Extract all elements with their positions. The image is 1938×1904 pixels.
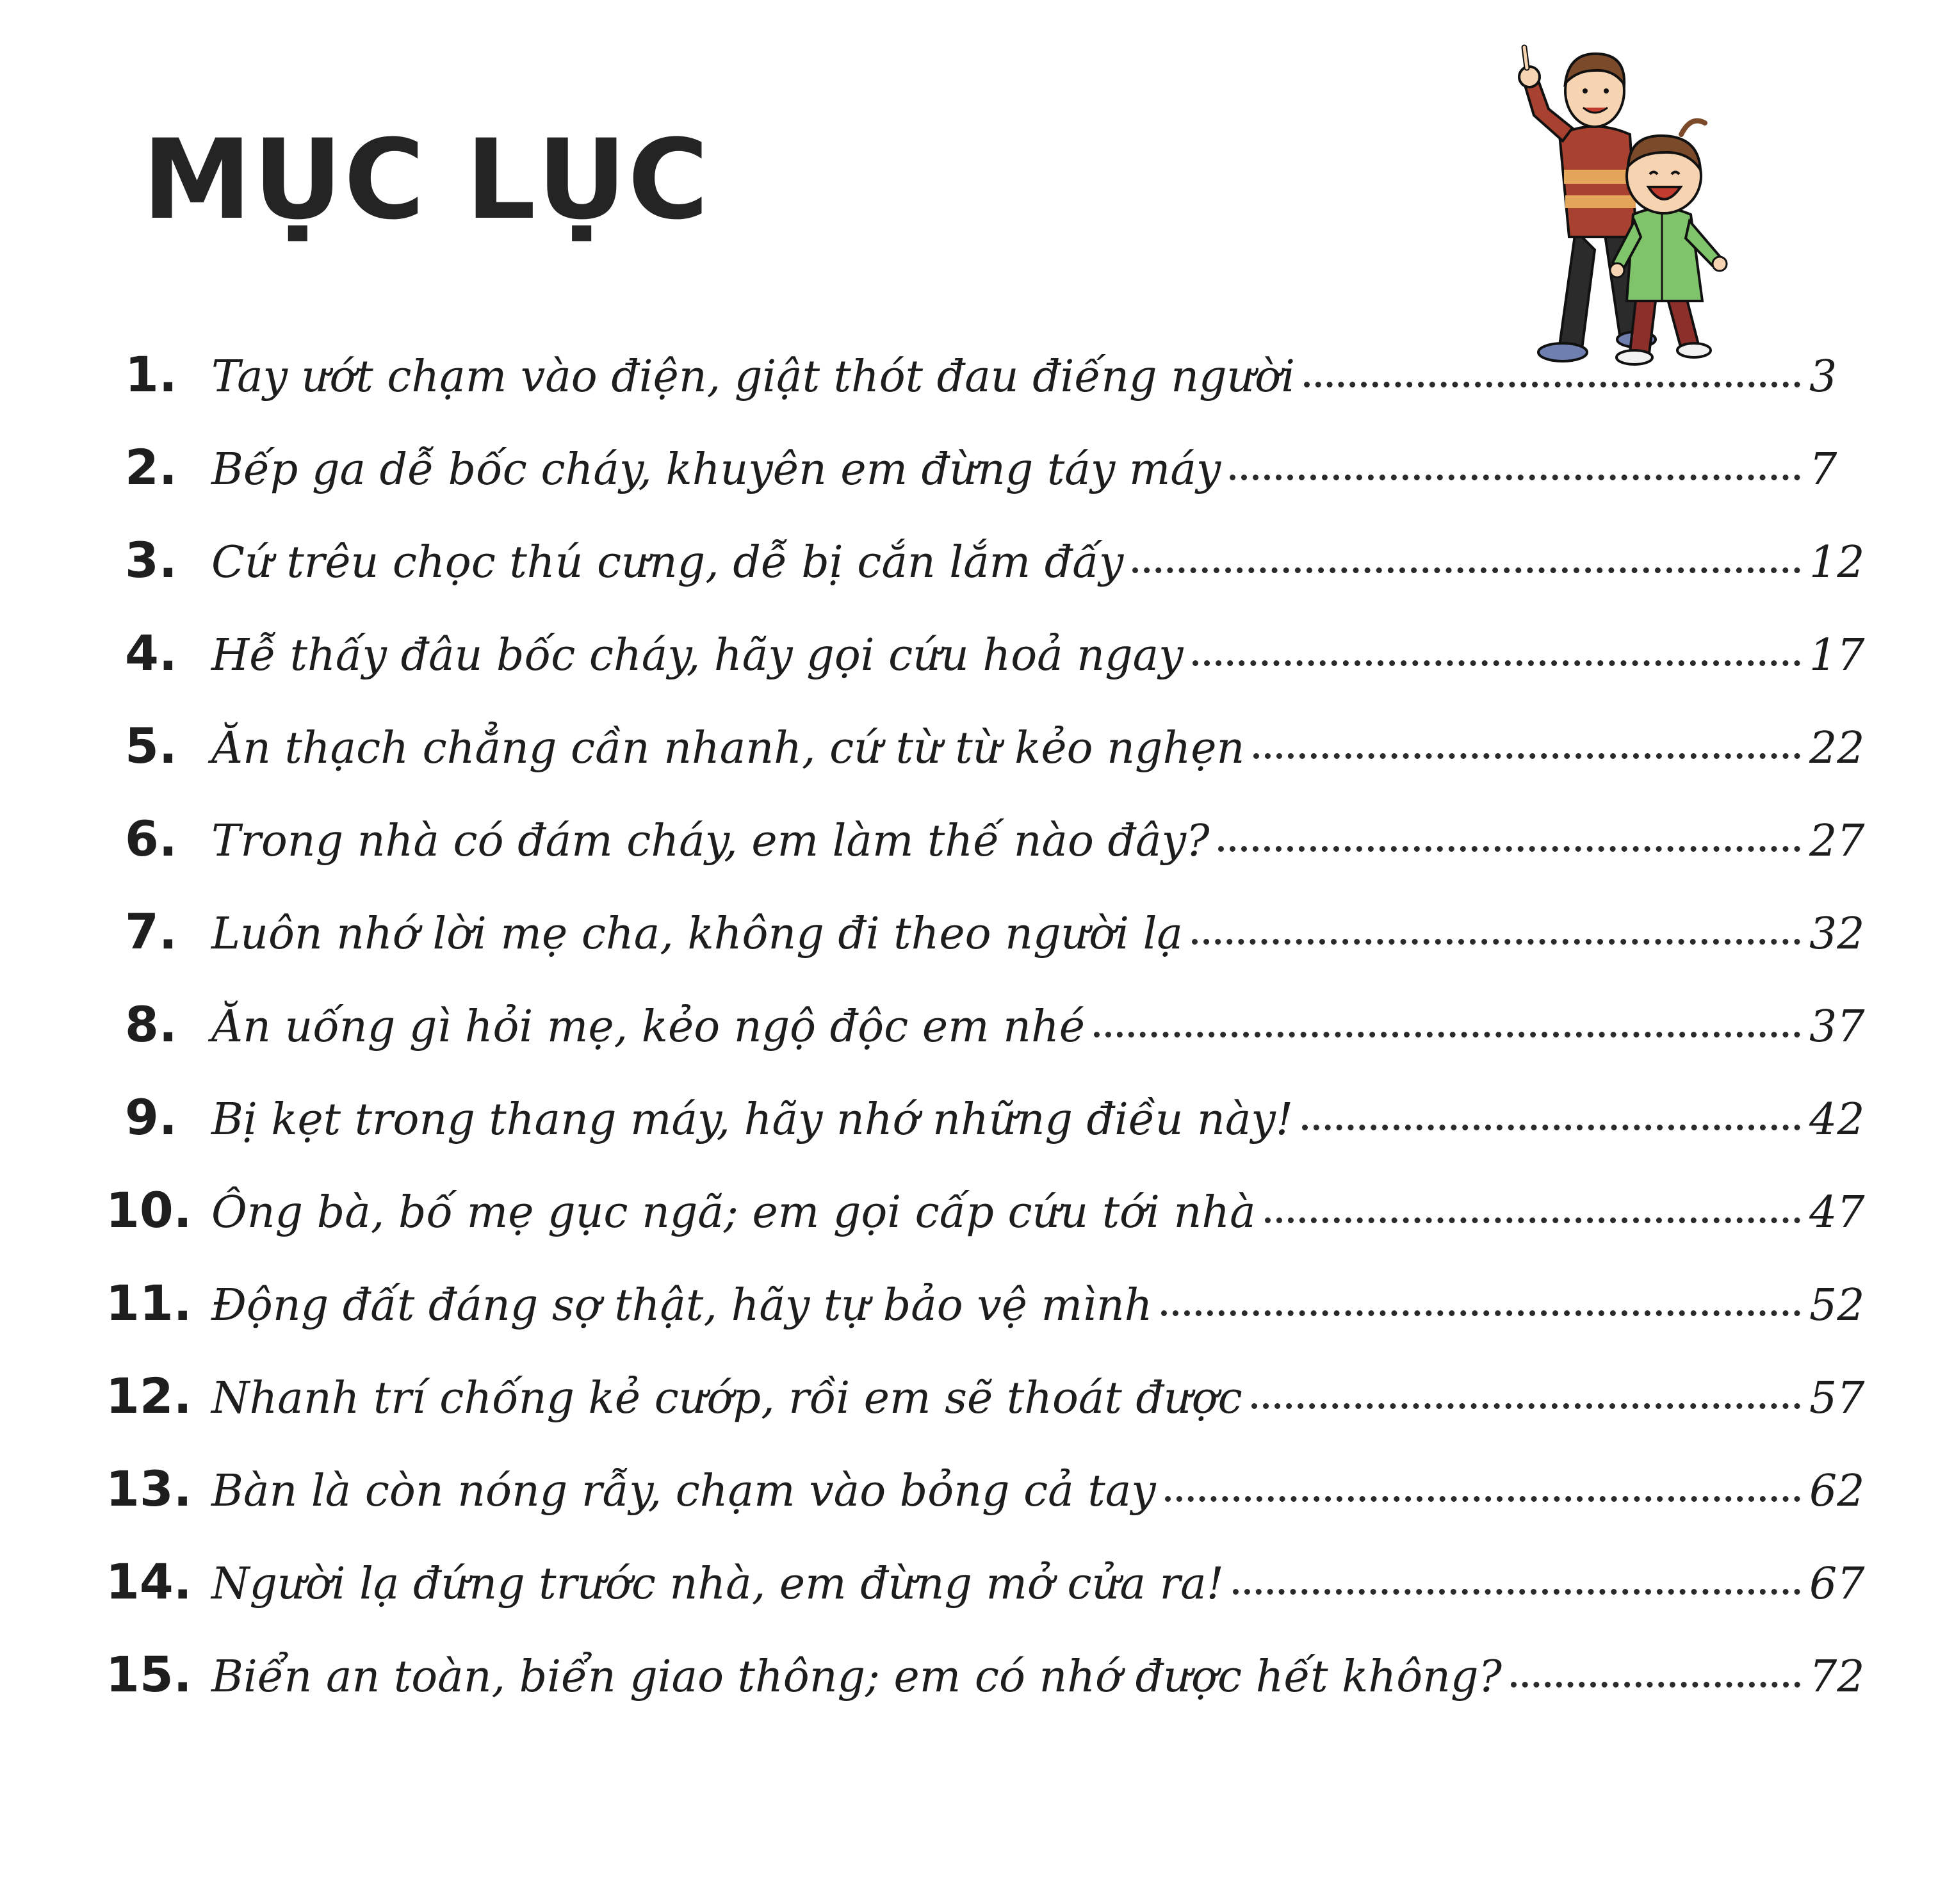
dot-leader [1511, 1682, 1800, 1688]
dot-leader [1253, 753, 1800, 759]
entry-title: Trong nhà có đám cháy, em làm thế nào đây? [211, 816, 1210, 867]
entry-number: 3. [125, 532, 177, 589]
entry-number: 1. [125, 346, 177, 403]
dot-leader [1218, 846, 1800, 852]
entry-page-number: 12 [1809, 537, 1865, 588]
toc-entry [125, 717, 1867, 810]
entry-number: 4. [125, 624, 177, 681]
toc-entry [125, 439, 1867, 532]
toc-entry [106, 1274, 1867, 1367]
dot-leader [1265, 1217, 1800, 1223]
toc-entry [106, 1367, 1867, 1460]
dot-leader [1094, 1032, 1800, 1037]
toc-entry [125, 1089, 1867, 1182]
toc-entry [106, 1646, 1867, 1739]
father-and-child-icon [1499, 38, 1768, 371]
toc-entry [106, 1553, 1867, 1646]
entry-title: Động đất đáng sợ thật, hãy tự bảo vệ mình [211, 1280, 1153, 1331]
page-title: MỤC LỤC [142, 115, 710, 244]
entry-title: Hễ thấy đâu bốc cháy, hãy gọi cứu hoả ngay [211, 630, 1184, 681]
toc-entry [125, 996, 1867, 1089]
toc-entry [106, 1460, 1867, 1553]
dot-leader [1251, 1403, 1800, 1409]
entry-page-number: 72 [1809, 1652, 1865, 1702]
entry-page-number: 22 [1809, 723, 1865, 774]
dot-leader [1192, 939, 1800, 945]
entry-title: Biển an toàn, biển giao thông; em có nhớ được hết không? [211, 1652, 1502, 1702]
entry-page-number: 37 [1809, 1002, 1865, 1052]
entry-page-number: 62 [1809, 1466, 1865, 1517]
entry-number: 5. [125, 717, 177, 774]
entry-title: Người lạ đứng trước nhà, em đừng mở cửa ra! [211, 1559, 1224, 1609]
entry-number: 13. [106, 1460, 192, 1517]
entry-title: Cứ trêu chọc thú cưng, dễ bị cắn lắm đấy [211, 537, 1124, 588]
dot-leader [1132, 567, 1800, 573]
dot-leader [1161, 1310, 1800, 1316]
toc-entry [125, 810, 1867, 903]
entry-number: 8. [125, 996, 177, 1053]
entry-title: Luôn nhớ lời mẹ cha, không đi theo người lạ [211, 909, 1183, 959]
entry-page-number: 57 [1809, 1373, 1865, 1424]
toc-entry [125, 532, 1867, 624]
entry-page-number: 67 [1809, 1559, 1865, 1609]
table-of-contents [106, 346, 1867, 1739]
dot-leader [1233, 1589, 1800, 1595]
entry-number: 6. [125, 810, 177, 867]
entry-number: 12. [106, 1367, 192, 1424]
dot-leader [1165, 1496, 1800, 1502]
entry-number: 2. [125, 439, 177, 496]
dot-leader [1302, 1125, 1800, 1130]
entry-title: Bị kẹt trong thang máy, hãy nhớ những điều này! [211, 1094, 1294, 1145]
entry-page-number: 3 [1809, 352, 1837, 402]
entry-title: Bếp ga dễ bốc cháy, khuyên em đừng táy máy [211, 444, 1221, 495]
entry-title: Nhanh trí chống kẻ cướp, rồi em sẽ thoát được [211, 1373, 1242, 1424]
entry-number: 9. [125, 1089, 177, 1146]
entry-page-number: 32 [1809, 909, 1865, 959]
entry-number: 11. [106, 1274, 192, 1331]
entry-number: 14. [106, 1553, 192, 1610]
dot-leader [1304, 382, 1800, 387]
entry-page-number: 17 [1809, 630, 1865, 681]
entry-title: Ăn uống gì hỏi mẹ, kẻo ngộ độc em nhé [211, 1002, 1086, 1052]
entry-page-number: 42 [1809, 1094, 1865, 1145]
entry-page-number: 7 [1809, 444, 1837, 495]
entry-page-number: 27 [1809, 816, 1865, 867]
toc-entry [125, 346, 1867, 439]
dot-leader [1230, 475, 1800, 480]
entry-number: 10. [106, 1182, 192, 1239]
entry-number: 15. [106, 1646, 192, 1703]
toc-entry [125, 903, 1867, 996]
toc-entry [125, 624, 1867, 717]
entry-title: Tay ướt chạm vào điện, giật thót đau điếng người [211, 352, 1295, 402]
entry-title: Ăn thạch chẳng cần nhanh, cứ từ từ kẻo nghẹn [211, 723, 1245, 774]
entry-title: Bàn là còn nóng rẫy, chạm vào bỏng cả tay [211, 1466, 1156, 1517]
toc-entry [106, 1182, 1867, 1274]
entry-page-number: 52 [1809, 1280, 1865, 1331]
dot-leader [1193, 660, 1800, 666]
entry-page-number: 47 [1809, 1187, 1865, 1238]
entry-title: Ông bà, bố mẹ gục ngã; em gọi cấp cứu tới nhà [211, 1187, 1256, 1238]
entry-number: 7. [125, 903, 177, 960]
